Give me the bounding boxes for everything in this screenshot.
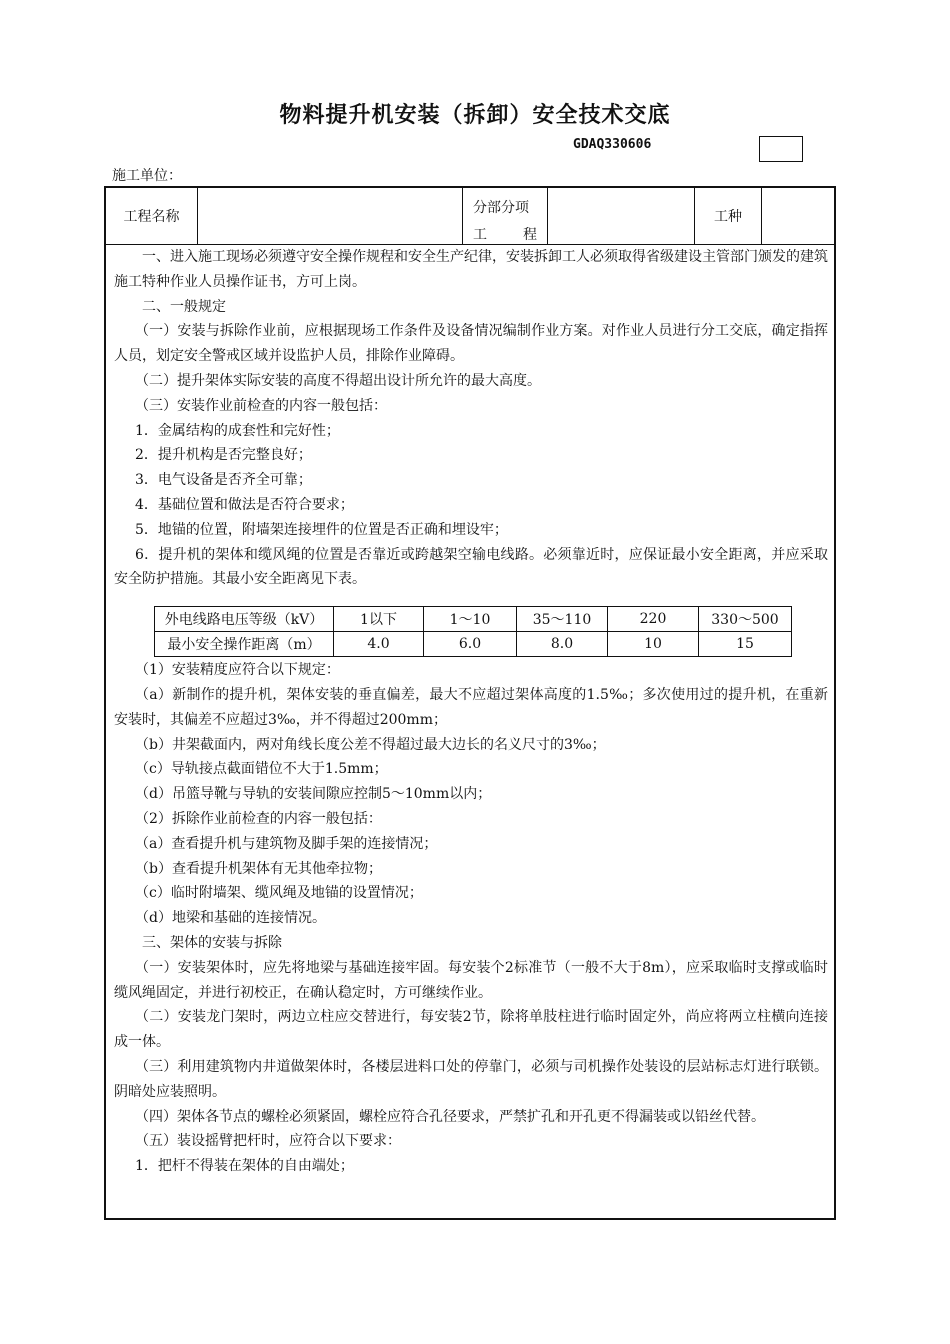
safety-distance-table: [154, 606, 792, 657]
paragraph: （2）拆除作业前检查的内容一般包括：: [135, 810, 382, 827]
project-name-label: 工程名称: [106, 188, 198, 244]
paragraph: （a）查看提升机与建筑物及脚手架的连接情况；: [135, 835, 438, 852]
paragraph: （a）新制作的提升机，架体安装的垂直偏差，最大不应超过架体高度的1.5‰；多次使用过的提升机，在重新安装时，其偏差不应超过3‰，并不得超过200mm；: [114, 686, 828, 728]
table-row: [155, 607, 792, 632]
section-heading: 三、架体的安装与拆除: [142, 934, 282, 951]
table-row: [155, 632, 792, 657]
paragraph: 一、进入施工现场必须遵守安全操作规程和安全生产纪律，安装拆卸工人必须取得省级建设主管部门颁发的建筑施工特种作业人员操作证书，方可上岗。: [114, 249, 828, 290]
paragraph: （三）利用建筑物内井道做架体时，各楼层进料口处的停靠门，必须与司机操作处装设的层站标志灯进行联锁。阴暗处应装照明。: [114, 1058, 828, 1100]
table-cell: 1～10: [424, 607, 517, 632]
content-body: [106, 245, 834, 1179]
disclosure-form: [104, 186, 836, 1220]
info-table: [106, 188, 834, 245]
paragraph: （d）地梁和基础的连接情况。: [135, 910, 326, 927]
trade-value[interactable]: [762, 188, 834, 244]
table-cell: 6.0: [424, 632, 517, 657]
paragraph: （c）临时附墙架、缆风绳及地锚的设置情况；: [135, 885, 423, 902]
paragraph: （d）吊篮导靴与导轨的安装间隙应控制5～10mm以内；: [135, 786, 492, 803]
section-heading: 二、一般规定: [142, 298, 226, 315]
subproject-value[interactable]: [548, 188, 695, 244]
subproject-label-top: 分部分项: [473, 200, 529, 216]
list-item: 6．提升机的架体和缆风绳的位置是否靠近或跨越架空输电线路。必须靠近时，应保证最小安全距离，并应采取安全防护措施。其最小安全距离见下表。: [114, 546, 828, 588]
paragraph: （三）安装作业前检查的内容一般包括：: [135, 397, 387, 414]
paragraph: （一）安装与拆除作业前，应根据现场工作条件及设备情况编制作业方案。对作业人员进行分工交底，确定指挥人员，划定安全警戒区域并设监护人员，排除作业障碍。: [114, 323, 828, 365]
paragraph: （二）提升架体实际安装的高度不得超出设计所允许的最大高度。: [135, 372, 541, 389]
paragraph: （1）安装精度应符合以下规定：: [135, 662, 340, 679]
project-name-value[interactable]: [198, 188, 463, 244]
table-cell: 330～500: [699, 607, 792, 632]
list-item: 3．电气设备是否齐全可靠；: [135, 472, 312, 489]
table-cell: 最小安全操作距离（m）: [155, 632, 334, 657]
subproject-label-bottom-2: 程: [523, 227, 537, 243]
paragraph: （四）架体各节点的螺栓必须紧固，螺栓应符合孔径要求，严禁扩孔和开孔更不得漏装或以铅丝代替。: [135, 1108, 765, 1125]
list-item: 1．把杆不得装在架体的自由端处；: [135, 1158, 354, 1175]
paragraph: （一）安装架体时，应先将地梁与基础连接牢固。每安装个2标准节（一般不大于8m），应采取临时支撑或临时缆风绳固定，并进行初校正，在确认稳定时，方可继续作业。: [114, 959, 828, 1001]
table-cell: 35～110: [517, 607, 608, 632]
list-item: 1．金属结构的成套性和完好性；: [135, 422, 340, 439]
paragraph: （b）井架截面内，两对角线长度公差不得超过最大边长的名义尺寸的3‰；: [135, 736, 606, 753]
trade-label: 工种: [695, 188, 762, 244]
code-box: [759, 136, 803, 162]
document-title: 物料提升机安装（拆卸）安全技术交底: [279, 103, 671, 128]
table-cell: 10: [608, 632, 699, 657]
table-cell: 15: [699, 632, 792, 657]
paragraph: （b）查看提升机架体有无其他牵拉物；: [135, 860, 382, 877]
table-cell: 220: [608, 607, 699, 632]
paragraph: （二）安装龙门架时，两边立柱应交替进行，每安装2节，除将单肢柱进行临时固定外，尚应将两立柱横向连接成一体。: [114, 1009, 828, 1051]
list-item: 2．提升机构是否完整良好；: [135, 447, 312, 464]
table-cell: 外电线路电压等级（kV）: [155, 607, 334, 632]
table-cell: 1以下: [334, 607, 424, 632]
list-item: 5．地锚的位置，附墙架连接埋件的位置是否正确和埋设牢；: [135, 521, 508, 538]
document-code: GDAQ330606: [573, 137, 652, 152]
table-cell: 4.0: [334, 632, 424, 657]
paragraph: （c）导轨接点截面错位不大于1.5mm；: [135, 761, 388, 778]
subproject-label-bottom-1: 工: [473, 227, 487, 243]
subproject-label: [463, 188, 548, 244]
table-cell: 8.0: [517, 632, 608, 657]
list-item: 4．基础位置和做法是否符合要求；: [135, 496, 354, 513]
construction-unit-label: 施工单位：: [112, 168, 182, 184]
paragraph: （五）装设摇臂把杆时，应符合以下要求：: [135, 1133, 401, 1150]
